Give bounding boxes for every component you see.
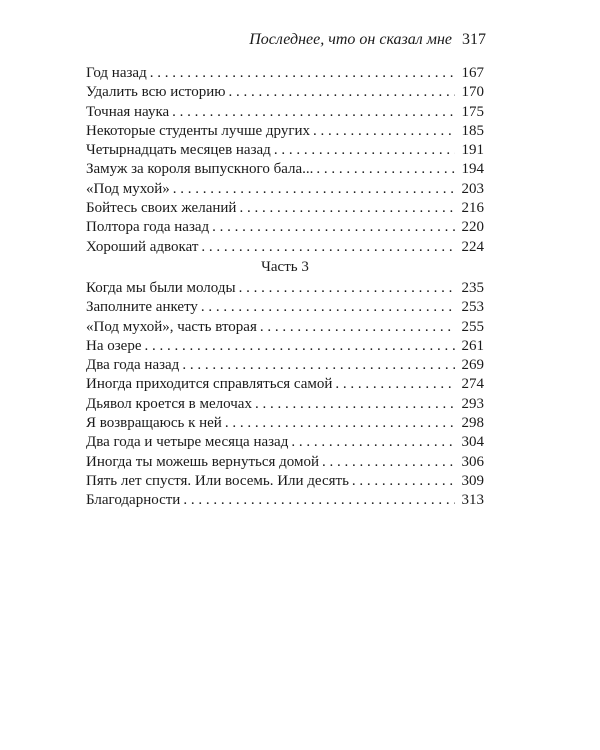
toc-entry [86, 64, 484, 83]
toc-entry-page: 269 [461, 357, 484, 374]
toc-entry [86, 160, 484, 179]
toc-entry [86, 218, 484, 237]
toc-entry [86, 279, 484, 298]
toc-entry [86, 318, 484, 337]
toc-entry [86, 472, 484, 491]
toc-entry-page: 298 [461, 415, 484, 432]
toc-entry-title: Некоторые студенты лучше других [86, 122, 311, 139]
toc-leader-dots [335, 375, 455, 394]
toc-leader-dots [228, 83, 455, 102]
toc-entry-title: Два года и четыре месяца назад [86, 434, 289, 451]
toc-entry [86, 433, 484, 452]
toc-entry-page: 293 [461, 395, 484, 412]
toc-leader-dots [172, 103, 455, 122]
toc-leader-dots [352, 472, 455, 491]
running-title: Последнее, что он сказал мне [249, 31, 452, 48]
toc-entry-title: Дьявол кроется в мелочах [86, 395, 252, 412]
toc-entry-title: Когда мы были молоды [86, 280, 236, 296]
toc-leader-dots [291, 433, 455, 452]
toc-entry [86, 414, 484, 433]
toc-entry [86, 199, 484, 218]
toc-entry-page: 224 [461, 238, 484, 255]
toc-leader-dots [212, 218, 455, 237]
toc-leader-dots [255, 395, 455, 414]
toc-entry [86, 337, 484, 356]
toc-entry-title: Пять лет спустя. Или восемь. Или десять [86, 472, 349, 489]
toc-leader-dots [225, 414, 455, 433]
toc-entry-page: 253 [461, 299, 484, 316]
toc-leader-dots [201, 298, 455, 317]
toc-entry-title: Хороший адвокат [86, 238, 199, 255]
toc-entry-title: На озере [86, 337, 142, 354]
toc-leader-dots [201, 238, 455, 257]
toc-leader-dots [150, 64, 455, 83]
toc-entry-page: 220 [461, 219, 484, 236]
toc-entry-title: Я возвращаюсь к ней [86, 415, 222, 432]
toc-leader-dots [144, 337, 455, 356]
toc-list-part2-tail [86, 64, 484, 257]
toc-entry-page: 191 [461, 142, 484, 159]
toc-entry [86, 491, 484, 510]
toc-entry [86, 238, 484, 257]
toc-list-part3 [86, 279, 484, 511]
toc-entry-page: 216 [461, 200, 484, 217]
toc-leader-dots [274, 141, 455, 160]
toc-entry-title: Точная наука [86, 103, 170, 120]
toc-entry-page: 313 [461, 492, 484, 509]
toc-entry-page: 194 [461, 161, 484, 178]
toc-entry-page: 304 [461, 434, 484, 451]
toc-leader-dots [182, 356, 455, 375]
running-head [86, 30, 486, 50]
toc-entry-title: «Под мухой» [86, 180, 170, 197]
toc-entry [86, 395, 484, 414]
toc-leader-dots [322, 453, 455, 472]
toc-entry [86, 375, 484, 394]
toc-entry-title: Четырнадцать месяцев назад [86, 142, 271, 159]
toc-entry-page: 274 [461, 376, 484, 393]
toc-entry [86, 356, 484, 375]
toc-entry-title: Замуж за короля выпускного бала... [86, 161, 314, 178]
toc-entry-title: Благодарности [86, 492, 181, 509]
toc-leader-dots [173, 180, 455, 199]
toc-leader-dots [313, 122, 455, 141]
toc-entry-page: 235 [461, 280, 484, 296]
toc-entry-page: 175 [461, 103, 484, 120]
toc-entry-title: Иногда ты можешь вернуться домой [86, 453, 320, 470]
toc-entry-title: «Под мухой», часть вторая [86, 318, 257, 335]
toc-entry-title: Год назад [86, 65, 147, 81]
toc-entry-page: 309 [461, 472, 484, 489]
toc-entry-title: Иногда приходится справляться самой [86, 376, 333, 393]
toc-entry-page: 185 [461, 122, 484, 139]
toc-entry-title: Бойтесь своих желаний [86, 200, 237, 217]
toc-entry [86, 103, 484, 122]
toc-entry-page: 306 [461, 453, 484, 470]
toc-entry-title: Полтора года назад [86, 219, 210, 236]
toc-entry [86, 298, 484, 317]
toc-leader-dots [239, 199, 455, 218]
toc-entry [86, 141, 484, 160]
part-heading: Часть 3 [261, 259, 309, 275]
toc-leader-dots [239, 279, 455, 298]
toc-entry [86, 122, 484, 141]
toc-entry [86, 180, 484, 199]
toc-entry-page: 167 [461, 65, 484, 81]
toc-entry-page: 170 [461, 84, 484, 101]
toc-entry-page: 261 [461, 337, 484, 354]
toc-leader-dots [183, 491, 455, 510]
page-number: 317 [462, 31, 486, 48]
toc-leader-dots [316, 160, 455, 179]
toc-leader-dots [260, 318, 455, 337]
toc-entry-title: Удалить всю историю [86, 84, 226, 101]
toc-entry-page: 255 [461, 318, 484, 335]
toc-entry-title: Два года назад [86, 357, 180, 374]
toc-entry-title: Заполните анкету [86, 299, 198, 316]
toc-entry-page: 203 [461, 180, 484, 197]
toc-entry [86, 83, 484, 102]
toc-entry [86, 453, 484, 472]
